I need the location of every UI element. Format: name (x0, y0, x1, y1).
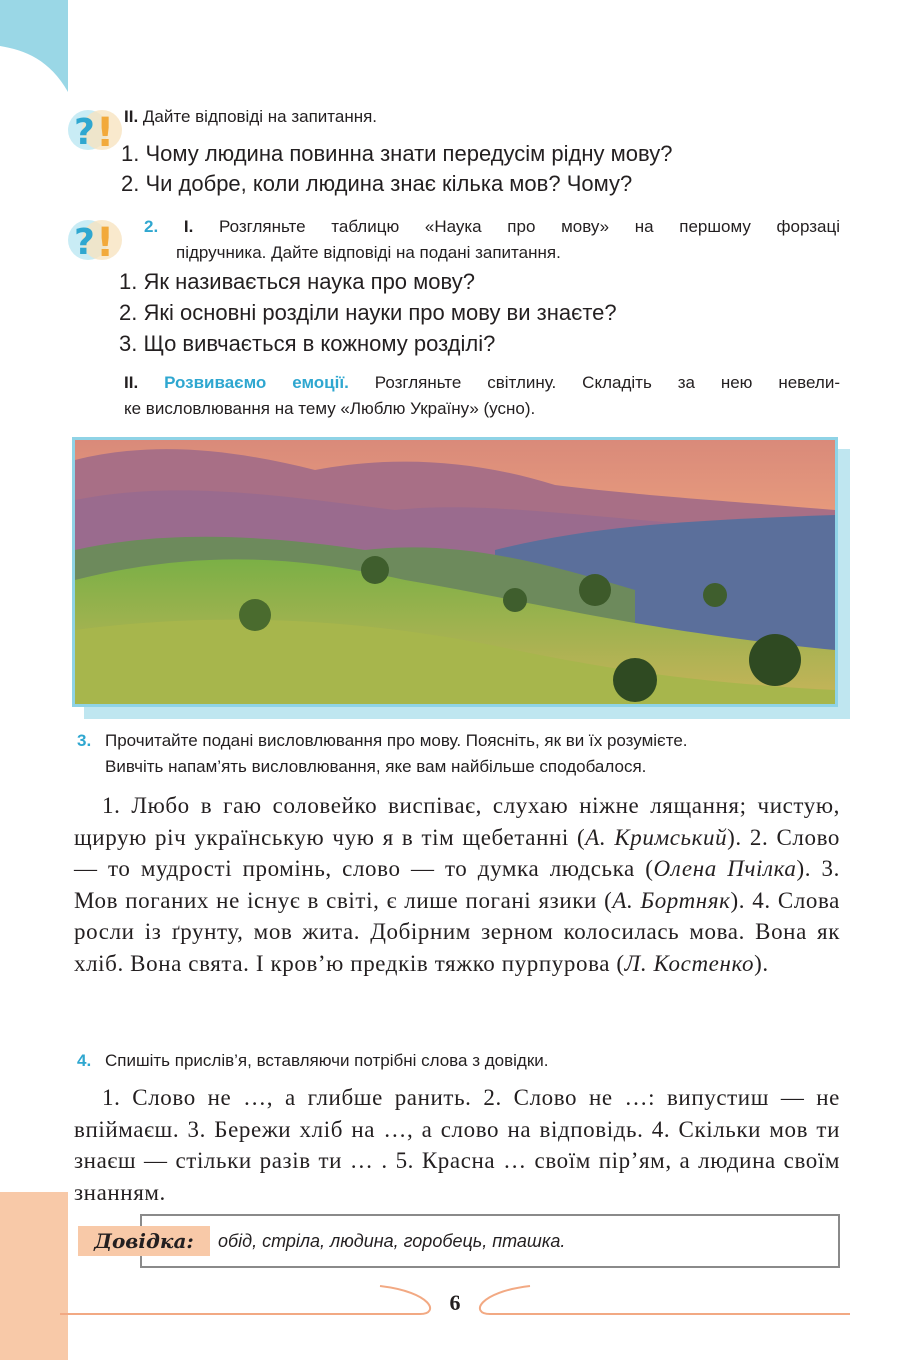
block1-label: II. (124, 107, 139, 126)
quote-text: ). 4. Слова росли із ґрунту, мов жита. Добірним зерном колосилась мова. Вона як хліб. Вона свята. І кров’ю предків тяжко пурпурова ( (74, 887, 840, 976)
reference-label: Довідка: (78, 1226, 210, 1256)
quote-text: 1. Любо в гаю соловейко виспіває, слухаю ніжне лящання; чистую, щирую річ українськую чую я в тім щебетанні ( (74, 793, 840, 850)
task3-quotes (74, 790, 840, 979)
task2-part2-highlight: Розвиваємо емоції. (164, 373, 349, 392)
task3-instruction (77, 728, 847, 780)
task3-line2: Вивчіть напам’ять висловлювання, яке вам найбільше сподобалося. (105, 757, 647, 776)
task3-line1: Прочитайте подані висловлювання про мову. Поясніть, як ви їх розумієте. (105, 731, 688, 750)
task2-question-2: 2. Які основні розділи науки про мову ви знаєте? (119, 300, 617, 325)
svg-text:!: ! (96, 220, 115, 266)
task2-question-1: 1. Як називається наука про мову? (119, 269, 475, 294)
task2-part1 (144, 214, 840, 266)
task4-number: 4. (77, 1051, 92, 1070)
task4-proverbs-text: 1. Слово не …, а глибше ранить. 2. Слово не …: випустиш — не впіймаєш. 3. Бережи хліб на …, а слово на відповідь. 4. Скільки мов ти знаєш — стільки разів ти … . 5. Красна … своїм пір’ям, а людина своїм знанням. (74, 1085, 840, 1205)
task2-part2-line1: Розгляньте світлину. Складіть за нею невели- (374, 373, 840, 392)
quote-author: Л. Костенко (624, 950, 755, 976)
mountain-landscape-image (75, 440, 835, 704)
task2-question-3: 3. Що вивчається в кожному розділі? (119, 331, 496, 356)
quote-text: ). (754, 950, 769, 976)
task2-part1-line2: підручника. Дайте відповіді на подані запитання. (176, 243, 561, 262)
task2-part2-label: II. (124, 373, 139, 392)
task4-instruction-text: Спишіть прислів’я, вставляючи потрібні слова з довідки. (105, 1051, 549, 1070)
quote-author: А. Кримський (585, 824, 728, 850)
question-exclamation-icon (66, 104, 124, 156)
block1-instruction-text: Дайте відповіді на запитання. (142, 107, 378, 126)
task2-part2 (124, 370, 840, 422)
svg-text:?: ? (74, 222, 95, 263)
block1-instruction (124, 104, 377, 130)
svg-text:?: ? (74, 112, 95, 153)
task2-number: 2. (144, 217, 159, 236)
quote-author: Олена Пчілка (653, 856, 797, 881)
block1-question-1: 1. Чому людина повинна знати передусім рідну мову? (121, 141, 673, 166)
task4-instruction (77, 1048, 548, 1074)
reference-words: обід, стріла, людина, горобець, пташка. (218, 1231, 566, 1251)
task4-proverbs (74, 1082, 840, 1208)
task2-part1-label: I. (183, 217, 194, 236)
task3-number: 3. (77, 731, 92, 750)
question-exclamation-icon (66, 214, 124, 266)
quote-text: ). 3. Мов поганих не існує в світі, є лише погані язики ( (74, 856, 840, 913)
corner-decoration-top (0, 0, 72, 100)
corner-decoration-bottom (0, 1192, 68, 1360)
block1-question-2: 2. Чи добре, коли людина знає кілька мов? Чому? (121, 171, 633, 196)
quote-author: А. Бортняк (612, 887, 731, 913)
landscape-photo (72, 437, 838, 707)
task2-part1-line1: Розгляньте таблицю «Наука про мову» на першому форзаці (219, 217, 840, 236)
task2-part2-line2: ке висловлювання на тему «Люблю Україну» (усно). (124, 399, 536, 418)
quote-text: ). 2. Слово — то мудрості промінь, слово — то думка людська ( (74, 824, 840, 881)
svg-text:!: ! (96, 110, 115, 156)
page-number: 6 (449, 1290, 461, 1315)
